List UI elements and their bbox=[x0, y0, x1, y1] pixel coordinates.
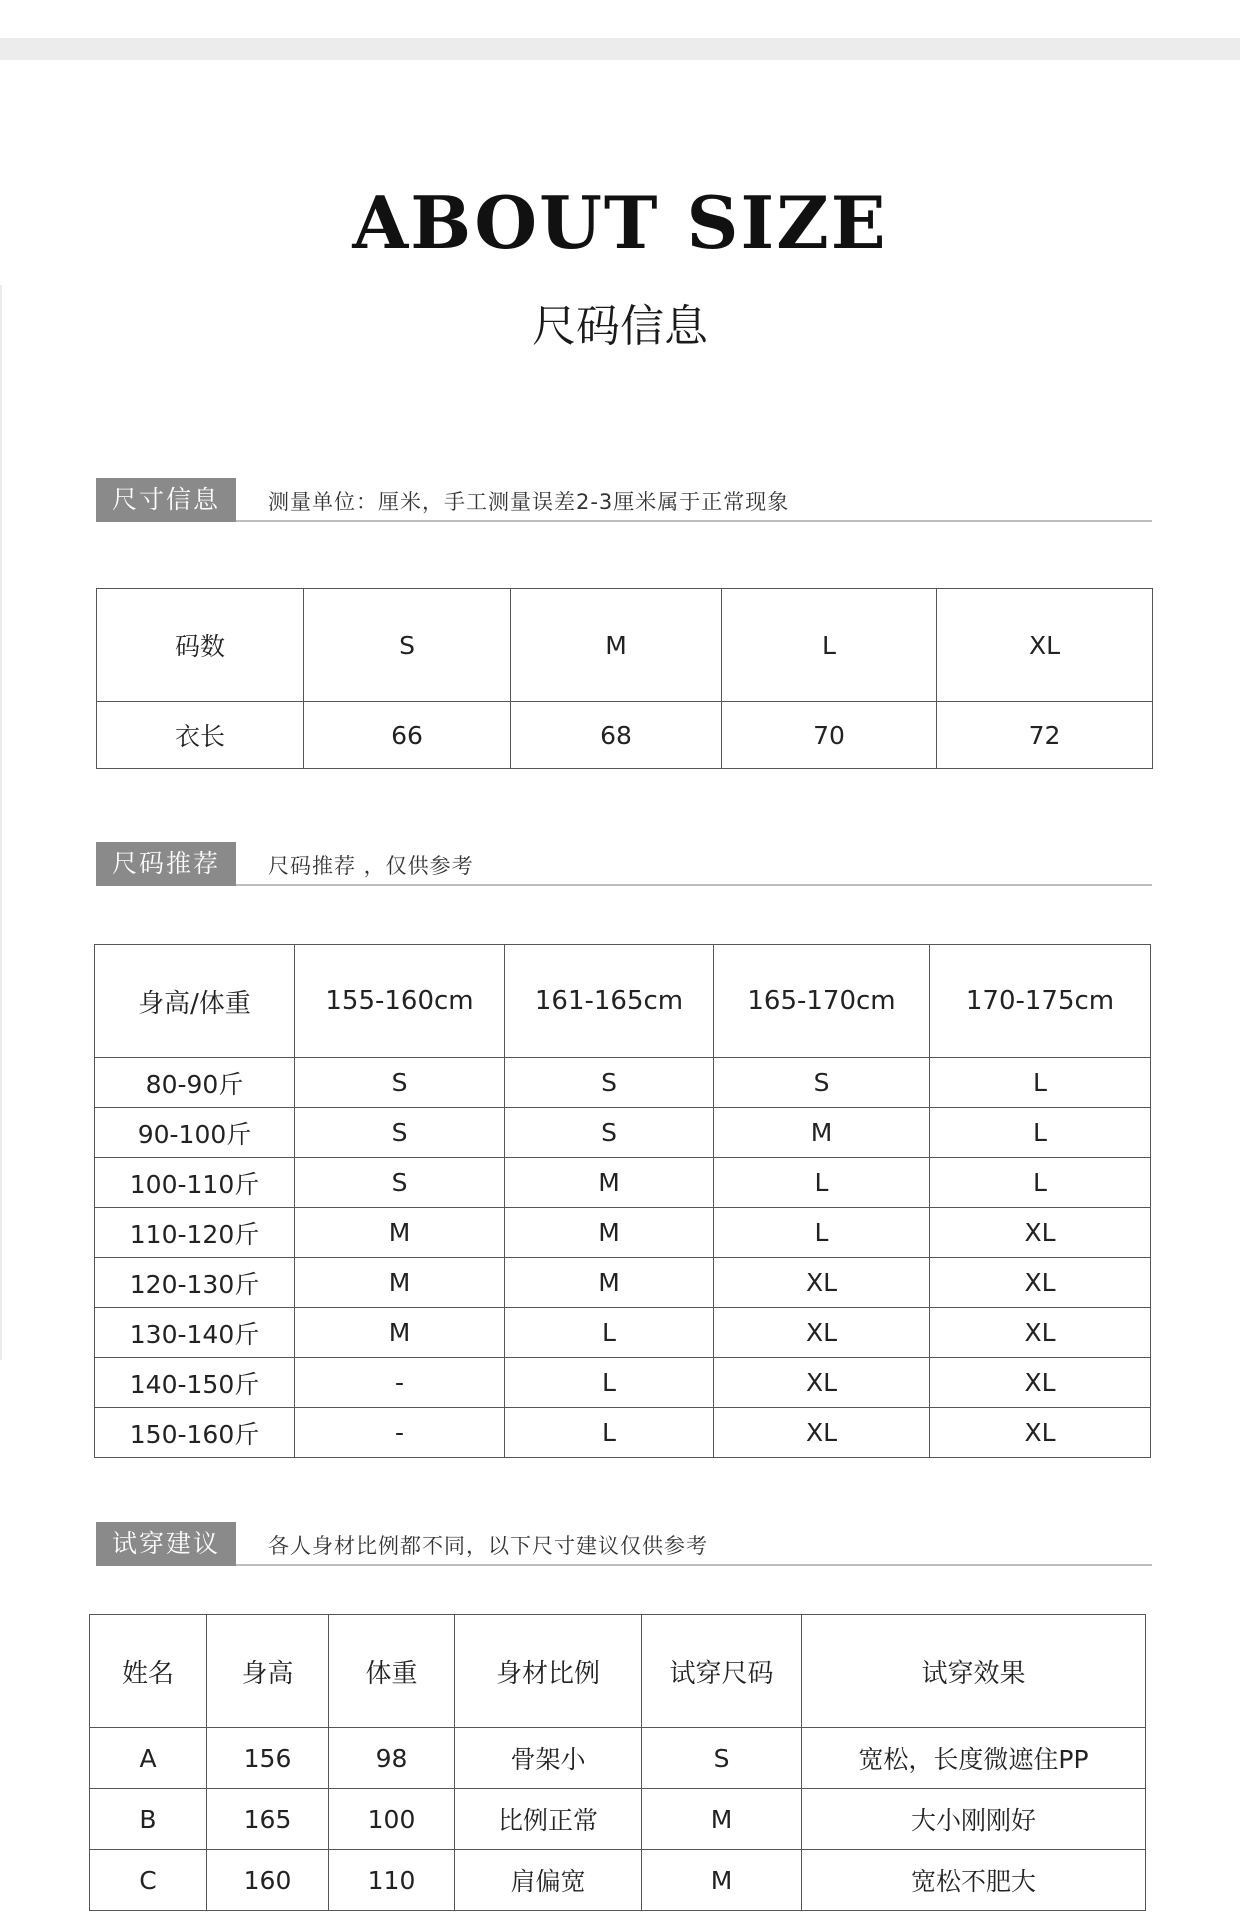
cell: XL bbox=[714, 1258, 930, 1308]
cell: M bbox=[642, 1789, 802, 1850]
table-row bbox=[95, 1108, 1151, 1158]
header-cell: 165-170cm bbox=[714, 945, 930, 1058]
cell: 160 bbox=[207, 1850, 329, 1911]
cell: 比例正常 bbox=[455, 1789, 642, 1850]
header-cell: S bbox=[304, 589, 511, 702]
cell: S bbox=[714, 1058, 930, 1108]
tryon-desc: 各人身材比例都不同，以下尺寸建议仅供参考 bbox=[268, 1534, 708, 1558]
cell: 骨架小 bbox=[455, 1728, 642, 1789]
cell: S bbox=[642, 1728, 802, 1789]
table-row bbox=[95, 1158, 1151, 1208]
header-cell: 体重 bbox=[329, 1615, 455, 1728]
recommend-table bbox=[94, 944, 1151, 1458]
cell: 72 bbox=[937, 702, 1153, 769]
header-cell: 试穿效果 bbox=[802, 1615, 1146, 1728]
header-cell: L bbox=[722, 589, 937, 702]
table-row bbox=[97, 702, 1153, 769]
size-table-header bbox=[97, 589, 1153, 702]
cell: S bbox=[295, 1158, 505, 1208]
cell: 66 bbox=[304, 702, 511, 769]
cell: S bbox=[505, 1108, 714, 1158]
page-title-en: ABOUT SIZE bbox=[352, 180, 888, 265]
recommend-table-header bbox=[95, 945, 1151, 1058]
row-label: 90-100斤 bbox=[95, 1108, 295, 1158]
cell: 宽松，长度微遮住PP bbox=[802, 1728, 1146, 1789]
cell: C bbox=[90, 1850, 207, 1911]
recommend-desc: 尺码推荐 ，仅供参考 bbox=[268, 854, 474, 878]
cell: XL bbox=[930, 1358, 1151, 1408]
table-row bbox=[95, 1358, 1151, 1408]
header-cell: 155-160cm bbox=[295, 945, 505, 1058]
cell: 165 bbox=[207, 1789, 329, 1850]
cell: M bbox=[642, 1850, 802, 1911]
cell: L bbox=[930, 1058, 1151, 1108]
header-cell: XL bbox=[937, 589, 1153, 702]
cell: XL bbox=[930, 1208, 1151, 1258]
cell: 110 bbox=[329, 1850, 455, 1911]
header-cell: 身高 bbox=[207, 1615, 329, 1728]
cell: A bbox=[90, 1728, 207, 1789]
row-label: 120-130斤 bbox=[95, 1258, 295, 1308]
recommend-divider bbox=[236, 884, 1152, 886]
recommend-tag: 尺码推荐 bbox=[96, 842, 236, 886]
table-row bbox=[95, 1058, 1151, 1108]
cell: XL bbox=[714, 1408, 930, 1458]
table-row bbox=[90, 1789, 1146, 1850]
cell: XL bbox=[930, 1408, 1151, 1458]
cell: 大小刚刚好 bbox=[802, 1789, 1146, 1850]
header-cell: 试穿尺码 bbox=[642, 1615, 802, 1728]
cell: XL bbox=[930, 1258, 1151, 1308]
row-label: 150-160斤 bbox=[95, 1408, 295, 1458]
cell: 100 bbox=[329, 1789, 455, 1850]
table-row bbox=[90, 1850, 1146, 1911]
table-row bbox=[90, 1728, 1146, 1789]
header-cell: 170-175cm bbox=[930, 945, 1151, 1058]
tryon-table bbox=[89, 1614, 1146, 1911]
cell: L bbox=[930, 1108, 1151, 1158]
cell: M bbox=[295, 1308, 505, 1358]
size-info-divider bbox=[236, 520, 1152, 522]
tryon-tag: 试穿建议 bbox=[96, 1522, 236, 1566]
cell: M bbox=[505, 1208, 714, 1258]
cell: 70 bbox=[722, 702, 937, 769]
cell: M bbox=[505, 1258, 714, 1308]
cell: M bbox=[295, 1258, 505, 1308]
row-label: 130-140斤 bbox=[95, 1308, 295, 1358]
cell: 156 bbox=[207, 1728, 329, 1789]
cell: L bbox=[505, 1358, 714, 1408]
size-info-tag: 尺寸信息 bbox=[96, 478, 236, 522]
cell: 肩偏宽 bbox=[455, 1850, 642, 1911]
header-cell: M bbox=[511, 589, 722, 702]
row-label: 衣长 bbox=[97, 702, 304, 769]
cell: XL bbox=[714, 1358, 930, 1408]
top-divider-bar bbox=[0, 38, 1240, 60]
left-edge-line bbox=[0, 285, 2, 1360]
cell: L bbox=[930, 1158, 1151, 1208]
header-cell: 身材比例 bbox=[455, 1615, 642, 1728]
row-label: 140-150斤 bbox=[95, 1358, 295, 1408]
cell: L bbox=[714, 1208, 930, 1258]
row-label: 80-90斤 bbox=[95, 1058, 295, 1108]
tryon-table-header bbox=[90, 1615, 1146, 1728]
header-cell: 161-165cm bbox=[505, 945, 714, 1058]
size-info-desc: 测量单位：厘米，手工测量误差2-3厘米属于正常现象 bbox=[268, 490, 790, 514]
header-cell: 身高/体重 bbox=[95, 945, 295, 1058]
cell: M bbox=[714, 1108, 930, 1158]
cell: M bbox=[505, 1158, 714, 1208]
cell: XL bbox=[714, 1308, 930, 1358]
page-title-cn: 尺码信息 bbox=[532, 301, 708, 352]
cell: B bbox=[90, 1789, 207, 1850]
cell: L bbox=[505, 1408, 714, 1458]
table-row bbox=[95, 1408, 1151, 1458]
cell: M bbox=[295, 1208, 505, 1258]
header-cell: 姓名 bbox=[90, 1615, 207, 1728]
cell: XL bbox=[930, 1308, 1151, 1358]
cell: 98 bbox=[329, 1728, 455, 1789]
row-label: 110-120斤 bbox=[95, 1208, 295, 1258]
row-label: 100-110斤 bbox=[95, 1158, 295, 1208]
cell: S bbox=[505, 1058, 714, 1108]
cell: L bbox=[714, 1158, 930, 1208]
table-row bbox=[95, 1208, 1151, 1258]
cell: - bbox=[295, 1358, 505, 1408]
cell: S bbox=[295, 1058, 505, 1108]
cell: 宽松不肥大 bbox=[802, 1850, 1146, 1911]
cell: L bbox=[505, 1308, 714, 1358]
cell: S bbox=[295, 1108, 505, 1158]
size-table bbox=[96, 588, 1153, 769]
table-row bbox=[95, 1258, 1151, 1308]
table-row bbox=[95, 1308, 1151, 1358]
cell: 68 bbox=[511, 702, 722, 769]
tryon-divider bbox=[236, 1564, 1152, 1566]
cell: - bbox=[295, 1408, 505, 1458]
header-cell: 码数 bbox=[97, 589, 304, 702]
